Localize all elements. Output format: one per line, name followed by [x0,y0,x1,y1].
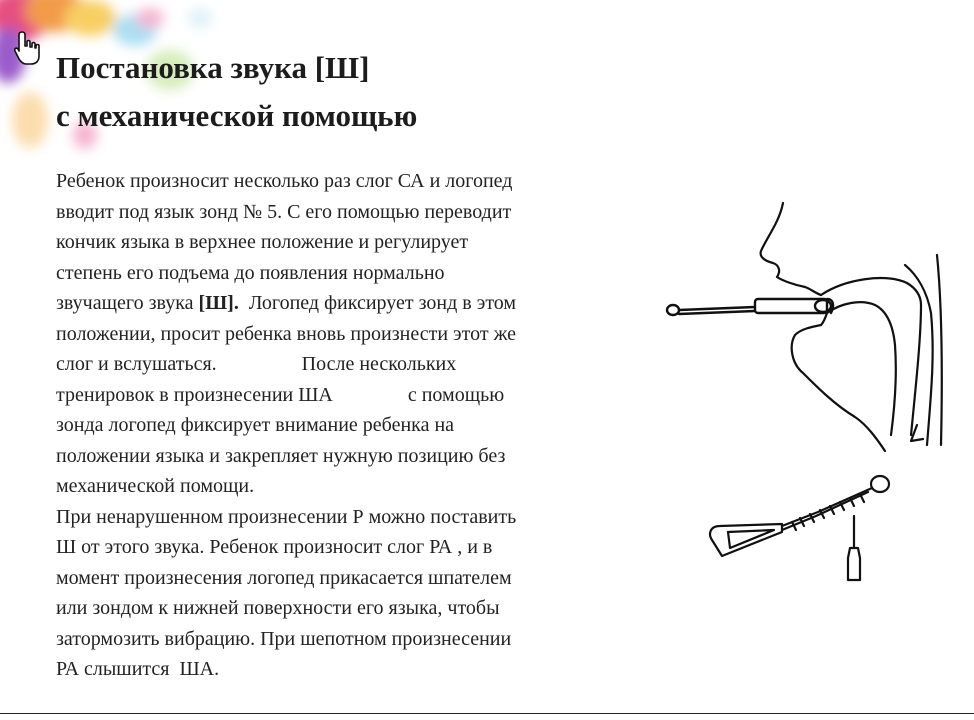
body-line [56,288,656,319]
body-line: момент произнесения логопед прикасается шпателем [56,566,512,589]
title-line-1: Постановка звука [Ш] [56,50,370,85]
bottom-border [0,713,974,714]
slide-title [56,44,417,140]
body-line: степень его подъема до появления нормально [56,261,445,284]
body-text [56,166,656,685]
sound-label-bold: [Ш]. [198,292,239,314]
body-line-part: Логопед фиксирует зонд в этом [238,292,517,314]
probe-instrument-illustration [700,468,900,588]
mouth-profile-with-probe-illustration [655,195,955,455]
body-line: затормозить вибрацию. При шепотном произнесении [56,627,512,650]
body-line-part: звучащего звука [56,292,199,314]
body-line: кончик языка в верхнее положение и регулирует [56,231,469,253]
body-line: слог и вслушаться. После нескольких [56,353,457,375]
body-line: положении языка и закрепляет нужную позицию без [56,444,506,467]
body-line: Ребенок произносит несколько раз слог СА и логопед [56,170,513,192]
body-line: тренировок в произнесении ША с помощью [56,383,505,406]
hand-pointer-icon [14,30,40,66]
body-line: механической помощи. [56,475,255,497]
title-line-2: с механической помощью [56,98,418,133]
body-line: При ненарушенном произнесении Р можно поставить [56,505,517,528]
body-line: РА слышится ША. [56,658,220,680]
body-line: вводит под язык зонд № 5. С его помощью переводит [56,200,512,223]
body-line: Ш от этого звука. Ребенок произносит слог РА , и в [56,536,493,558]
body-line: или зондом к нижней поверхности его языка, чтобы [56,597,500,619]
body-line: положении, просит ребенка вновь произнести этот же [56,322,517,345]
body-line: зонда логопед фиксирует внимание ребенка на [56,414,455,436]
